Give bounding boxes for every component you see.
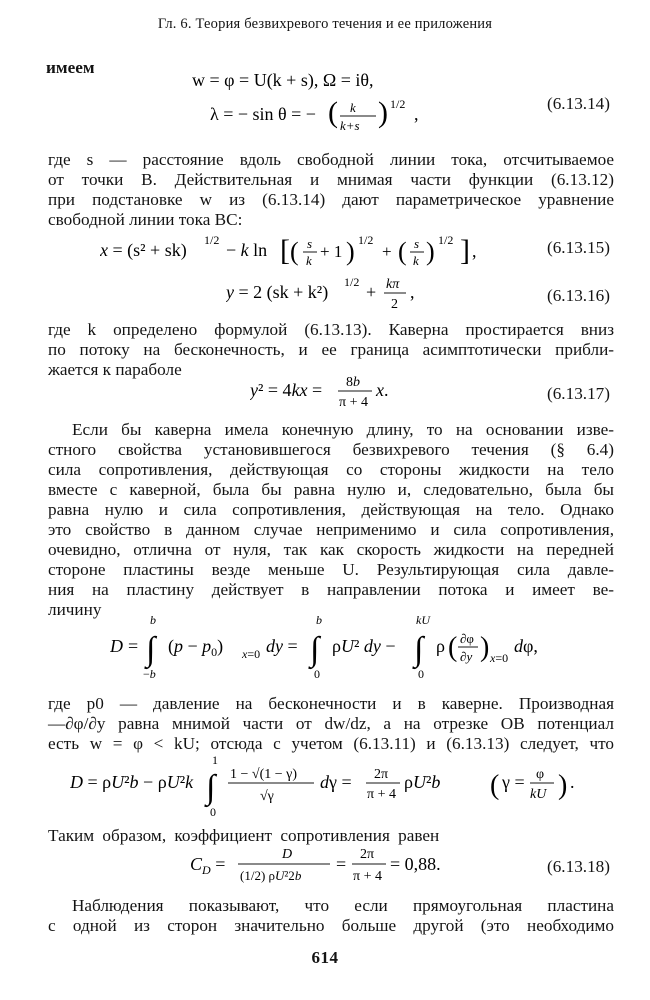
svg-text:(: ( — [290, 237, 299, 266]
svg-text:− k ln: − k ln — [226, 240, 268, 260]
page-number: 614 — [311, 948, 339, 967]
svg-text:2π: 2π — [360, 847, 375, 862]
svg-text:y = 2 (sk + k²): y = 2 (sk + k²) — [226, 282, 329, 302]
svg-text:(1/2) ρU²2b: (1/2) ρU²2b — [240, 868, 302, 883]
svg-text:k: k — [350, 100, 356, 115]
svg-text:kU: kU — [416, 613, 430, 627]
svg-text:CD =: $C_D$ = — [190, 854, 226, 877]
svg-text:ρU² dy −: ρU² dy − — [332, 636, 396, 656]
eq-number-6-13-16: (6.13.16) — [546, 286, 610, 305]
svg-text:2π: 2π — [374, 767, 389, 782]
text-line: при подстановке w из (6.13.14) дают параметрическое уравнение — [48, 190, 614, 209]
text-line: стного свойства установившегося безвихревого течения (§ 6.4) — [48, 440, 614, 459]
svg-text:D: D — [110, 636, 123, 656]
eq-number-6-13-17: (6.13.17) — [546, 384, 610, 403]
equation-6-13-16 — [226, 274, 446, 316]
text-line: ния на пластину действует в направлении потока и имеет ве- — [48, 580, 614, 599]
svg-text:1/2: 1/2 — [204, 233, 220, 247]
svg-text:1/2: 1/2 — [438, 233, 454, 247]
svg-text:∂φ: ∂φ — [460, 631, 474, 646]
text-line: с одной из сторон значительно больше другой (это необходимо — [48, 916, 614, 935]
svg-text:1/2: 1/2 — [358, 233, 374, 247]
svg-text:s: s — [307, 236, 313, 251]
text-line: это свойство в данном случае неприменимо и сила сопротивления, — [48, 520, 614, 539]
svg-text:(: ( — [328, 96, 338, 129]
svg-text:0: 0 — [210, 805, 216, 819]
svg-text:= 0,88.: = 0,88. — [390, 854, 441, 874]
word-imeem: имеем — [46, 58, 95, 77]
svg-text:(: ( — [490, 770, 500, 801]
svg-text:x.: x. — [376, 380, 389, 400]
svg-text:x=0: x=0 — [490, 651, 509, 665]
svg-text:+: + — [366, 282, 377, 302]
svg-text:dy =: dy = — [266, 636, 298, 656]
svg-text:.: . — [570, 772, 575, 792]
svg-text:∫: ∫ — [414, 631, 424, 668]
svg-text:√γ: √γ — [260, 789, 274, 804]
text-line: по потоку на бесконечность, и ее граница асимптотически прибли- — [48, 340, 614, 359]
svg-text:1: 1 — [212, 753, 218, 767]
svg-text:]: ] — [460, 234, 470, 267]
equation-6-13-18 — [190, 844, 490, 888]
svg-text:D = ρU²b − ρU²k: D = ρU²b − ρU²k — [70, 772, 194, 792]
svg-text:∫: ∫ — [206, 769, 216, 806]
svg-text:+ 1: + 1 — [320, 242, 343, 261]
svg-text:[: [ — [280, 234, 290, 267]
text-line: есть w = φ < kU; отсюда с учетом (6.13.11) и (6.13.13) следует, что — [48, 734, 614, 753]
svg-text:ρU²b: ρU²b — [404, 772, 441, 792]
svg-text:λ = − sin θ = −: λ = − sin θ = − — [210, 104, 316, 124]
svg-text:kπ: kπ — [386, 277, 400, 292]
svg-text:k+s: k+s — [340, 118, 360, 133]
equation-drag-force — [110, 612, 570, 682]
svg-text:∫: ∫ — [310, 631, 320, 668]
svg-text:): ) — [378, 96, 388, 129]
svg-text:x = (s² + sk): x = (s² + sk) — [100, 240, 187, 260]
svg-text:1/2: 1/2 — [344, 275, 360, 289]
svg-text:,: , — [410, 282, 415, 302]
svg-text:π + 4: π + 4 — [339, 395, 368, 410]
svg-text:π + 4: π + 4 — [367, 787, 396, 802]
text-line: жается к параболе — [48, 360, 182, 379]
svg-text:ρ: ρ — [436, 636, 445, 656]
text-line: личину — [48, 600, 102, 619]
svg-text:π + 4: π + 4 — [353, 869, 382, 884]
svg-text:+: + — [382, 242, 392, 261]
svg-text:(: ( — [398, 237, 407, 266]
text-line: от точки B. Действительная и мнимая части функции (6.13.12) — [48, 170, 614, 189]
text-line: сила сопротивления, действующая со стороны жидкости на тело — [48, 460, 614, 479]
svg-text:1/2: 1/2 — [390, 97, 406, 111]
svg-text:=: = — [128, 636, 139, 656]
svg-text:b: b — [316, 613, 322, 627]
text-line: где p0 — давление на бесконечности и в каверне. Производная — [48, 694, 614, 713]
svg-text:φ: φ — [536, 767, 545, 782]
svg-text:−b: −b — [143, 667, 156, 681]
svg-text:): ) — [426, 237, 435, 266]
text-line: где k определено формулой (6.13.13). Каверна простирается вниз — [48, 320, 614, 339]
svg-text:∫: ∫ — [146, 631, 156, 668]
svg-text:): ) — [480, 632, 490, 663]
eq-number-6-13-18: (6.13.18) — [546, 857, 610, 876]
eq-number-6-13-14: (6.13.14) — [546, 94, 610, 113]
svg-text:dγ =: dγ = — [320, 772, 352, 792]
svg-text:,: , — [472, 241, 477, 261]
svg-text:x=0: x=0 — [242, 647, 261, 661]
text-line: Наблюдения показывают, что если прямоугольная пластина — [72, 896, 614, 915]
svg-text:): ) — [558, 770, 568, 801]
svg-text:k: k — [306, 253, 312, 268]
svg-text:(p − p0): $(p - p_0)$ — [168, 636, 224, 659]
svg-text:0: 0 — [418, 667, 424, 681]
svg-text:): ) — [346, 237, 355, 266]
svg-text:dφ,: dφ, — [514, 636, 538, 656]
svg-text:∂y: ∂y — [460, 649, 473, 664]
text-line: Если бы каверна имела конечную длину, то на основании изве- — [72, 420, 614, 439]
svg-text:8b: 8b — [346, 375, 360, 390]
svg-text:D: D — [282, 847, 293, 862]
svg-text:γ =: γ = — [502, 772, 525, 792]
text-line: стороне пластины везде меньше U. Результирующая сила давле- — [48, 560, 614, 579]
equation-6-13-14 — [180, 64, 480, 134]
running-header: Гл. 6. Теория безвихревого течения и ее приложения — [157, 16, 493, 32]
equation-6-13-15 — [100, 228, 530, 274]
text-line: —∂φ/∂y равна мнимой части от dw/dz, а на отрезке OB потенциал — [48, 714, 614, 733]
svg-text:k: k — [413, 253, 419, 268]
text-line: вместе с каверной, была бы равна нулю и, следовательно, была бы — [48, 480, 614, 499]
eq-number-6-13-15: (6.13.15) — [546, 238, 610, 257]
svg-text:(: ( — [448, 632, 458, 663]
eq-14-line-1: w = φ = U(k + s), Ω = iθ, — [192, 70, 374, 90]
equation-6-13-17 — [250, 372, 420, 412]
svg-text:kU: kU — [530, 787, 547, 802]
svg-text:=: = — [336, 854, 347, 874]
svg-text:0: 0 — [314, 667, 320, 681]
text-line: свободной линии тока BC: — [48, 210, 243, 229]
svg-text:s: s — [414, 236, 420, 251]
svg-text:1 − √(1 − γ): 1 − √(1 − γ) — [230, 767, 297, 782]
text-line: очевидно, отлична от нуля, так как скорость жидкости на передней — [48, 540, 614, 559]
text-line: где s — расстояние вдоль свободной линии тока, отсчитываемое — [48, 150, 614, 169]
text-line: равна нулю и сила сопротивления, действующая на тело. Однако — [48, 500, 614, 519]
text-line: Таким образом, коэффициент сопротивления равен — [48, 826, 440, 845]
svg-text:2: 2 — [391, 297, 398, 312]
svg-text:y² = 4kx =: y² = 4kx = — [250, 380, 323, 400]
svg-text:,: , — [414, 104, 419, 124]
equation-drag-force-result — [70, 752, 600, 822]
svg-text:b: b — [150, 613, 156, 627]
